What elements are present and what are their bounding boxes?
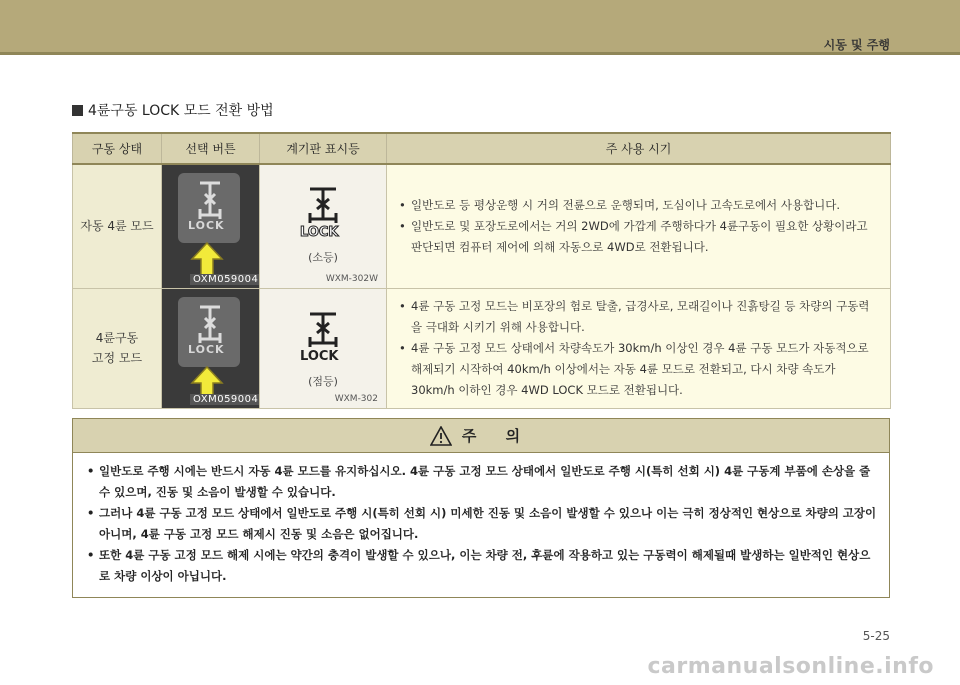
section-title <box>72 100 274 120</box>
section-title-text: 4륜구동 LOCK 모드 전환 방법 <box>88 103 274 119</box>
indicator-note: (소등) <box>308 251 338 264</box>
axle-icon <box>196 179 224 219</box>
usage-cell <box>387 164 891 288</box>
caution-box <box>72 418 890 598</box>
list-item: • 일반도로 등 평상운행 시 거의 전륜으로 운행되며, 도심이나 고속도로에서 사용합니다. <box>397 195 880 216</box>
photo-part-number: OXM059004 <box>190 394 259 405</box>
indicator-cell <box>260 164 387 288</box>
indicator-lock-text: LOCK <box>300 225 339 240</box>
indicator-note: (점등) <box>308 374 338 388</box>
indicator-cell <box>260 288 387 408</box>
lock-button-photo <box>162 289 259 408</box>
col-header-state: 구동 상태 <box>73 133 162 164</box>
list-item: • 일반도로 주행 시에는 반드시 자동 4륜 모드를 유지하십시오. 4륜 구동 고정 모드 상태에서 일반도로 주행 시(특히 선회 시) 4륜 구동계 부품에 손상을 줄 수 있으며, 진동 및 소음이 발생할 수 있습니다. <box>85 461 879 503</box>
mode-label-line2: 고정 모드 <box>91 351 143 365</box>
page-number: 5-25 <box>862 629 890 643</box>
button-lock-text: LOCK <box>188 342 225 356</box>
caution-title: 주 의 <box>461 427 533 445</box>
mode-label: 자동 4륜 모드 <box>80 219 154 234</box>
axle-indicator-icon <box>304 185 342 223</box>
col-header-usage: 주 사용 시기 <box>387 133 891 164</box>
list-item: • 4륜 구동 고정 모드 상태에서 차량속도가 30km/h 이상인 경우 4륜 구동 모드가 자동적으로 해제되기 시작하여 40km/h 이상에서는 자동 4륜 모드로 전환되고, 다시 차량 속도가 30km/h 이하인 경우 4WD LOCK 모드로 전환됩니다. <box>397 338 880 401</box>
top-band <box>0 0 960 52</box>
button-lock-text: LOCK <box>188 219 225 232</box>
lock-button-photo <box>162 165 259 288</box>
watermark: carmanualsonline.info <box>647 654 934 679</box>
usage-list <box>397 195 880 258</box>
list-item: • 4륜 구동 고정 모드는 비포장의 험로 탈출, 급경사로, 모래길이나 진흙탕길 등 차량의 구동력을 극대화 시키기 위해 사용합니다. <box>397 296 880 338</box>
caution-list <box>73 453 889 587</box>
figure-code: WXM-302W <box>325 273 378 284</box>
indicator-lock-text: LOCK <box>300 348 339 364</box>
col-header-indicator: 계기판 표시등 <box>260 133 387 164</box>
square-bullet-icon <box>72 105 83 116</box>
col-header-button: 선택 버튼 <box>162 133 260 164</box>
warning-triangle-icon <box>430 426 452 446</box>
chapter-title: 시동 및 주행 <box>823 38 890 52</box>
mode-label-line1: 4륜구동 <box>95 331 139 345</box>
top-band-rule <box>0 52 960 55</box>
button-image-cell <box>162 164 260 288</box>
table-header-row <box>73 133 891 164</box>
mode-cell <box>73 164 162 288</box>
mode-table <box>72 132 891 409</box>
table-row <box>73 288 891 408</box>
caution-header <box>73 419 889 453</box>
figure-code: WXM-302 <box>334 393 378 404</box>
mode-cell <box>73 288 162 408</box>
photo-part-number: OXM059004 <box>190 274 259 285</box>
table-row <box>73 164 891 288</box>
usage-cell <box>387 288 891 408</box>
list-item: • 또한 4륜 구동 고정 모드 해제 시에는 약간의 충격이 발생할 수 있으나, 이는 차량 전, 후륜에 작용하고 있는 구동력이 해제될때 발생하는 일반적인 현상으로 차량 이상이 아닙니다. <box>85 545 879 587</box>
list-item: • 그러나 4륜 구동 고정 모드 상태에서 일반도로 주행 시(특히 선회 시) 미세한 진동 및 소음이 발생할 수 있으나 이는 극히 정상적인 현상으로 차량의 고장이 아니며, 4륜 구동 고정 모드 해제시 진동 및 소음은 없어집니다. <box>85 503 879 545</box>
usage-list <box>397 296 880 401</box>
list-item: • 일반도로 및 포장도로에서는 거의 2WD에 가깝게 주행하다가 4륜구동이 필요한 상황이라고 판단되면 컴퓨터 제어에 의해 자동으로 4WD로 전환됩니다. <box>397 216 880 258</box>
axle-icon <box>196 303 224 343</box>
button-image-cell <box>162 288 260 408</box>
axle-indicator-icon <box>304 311 342 347</box>
